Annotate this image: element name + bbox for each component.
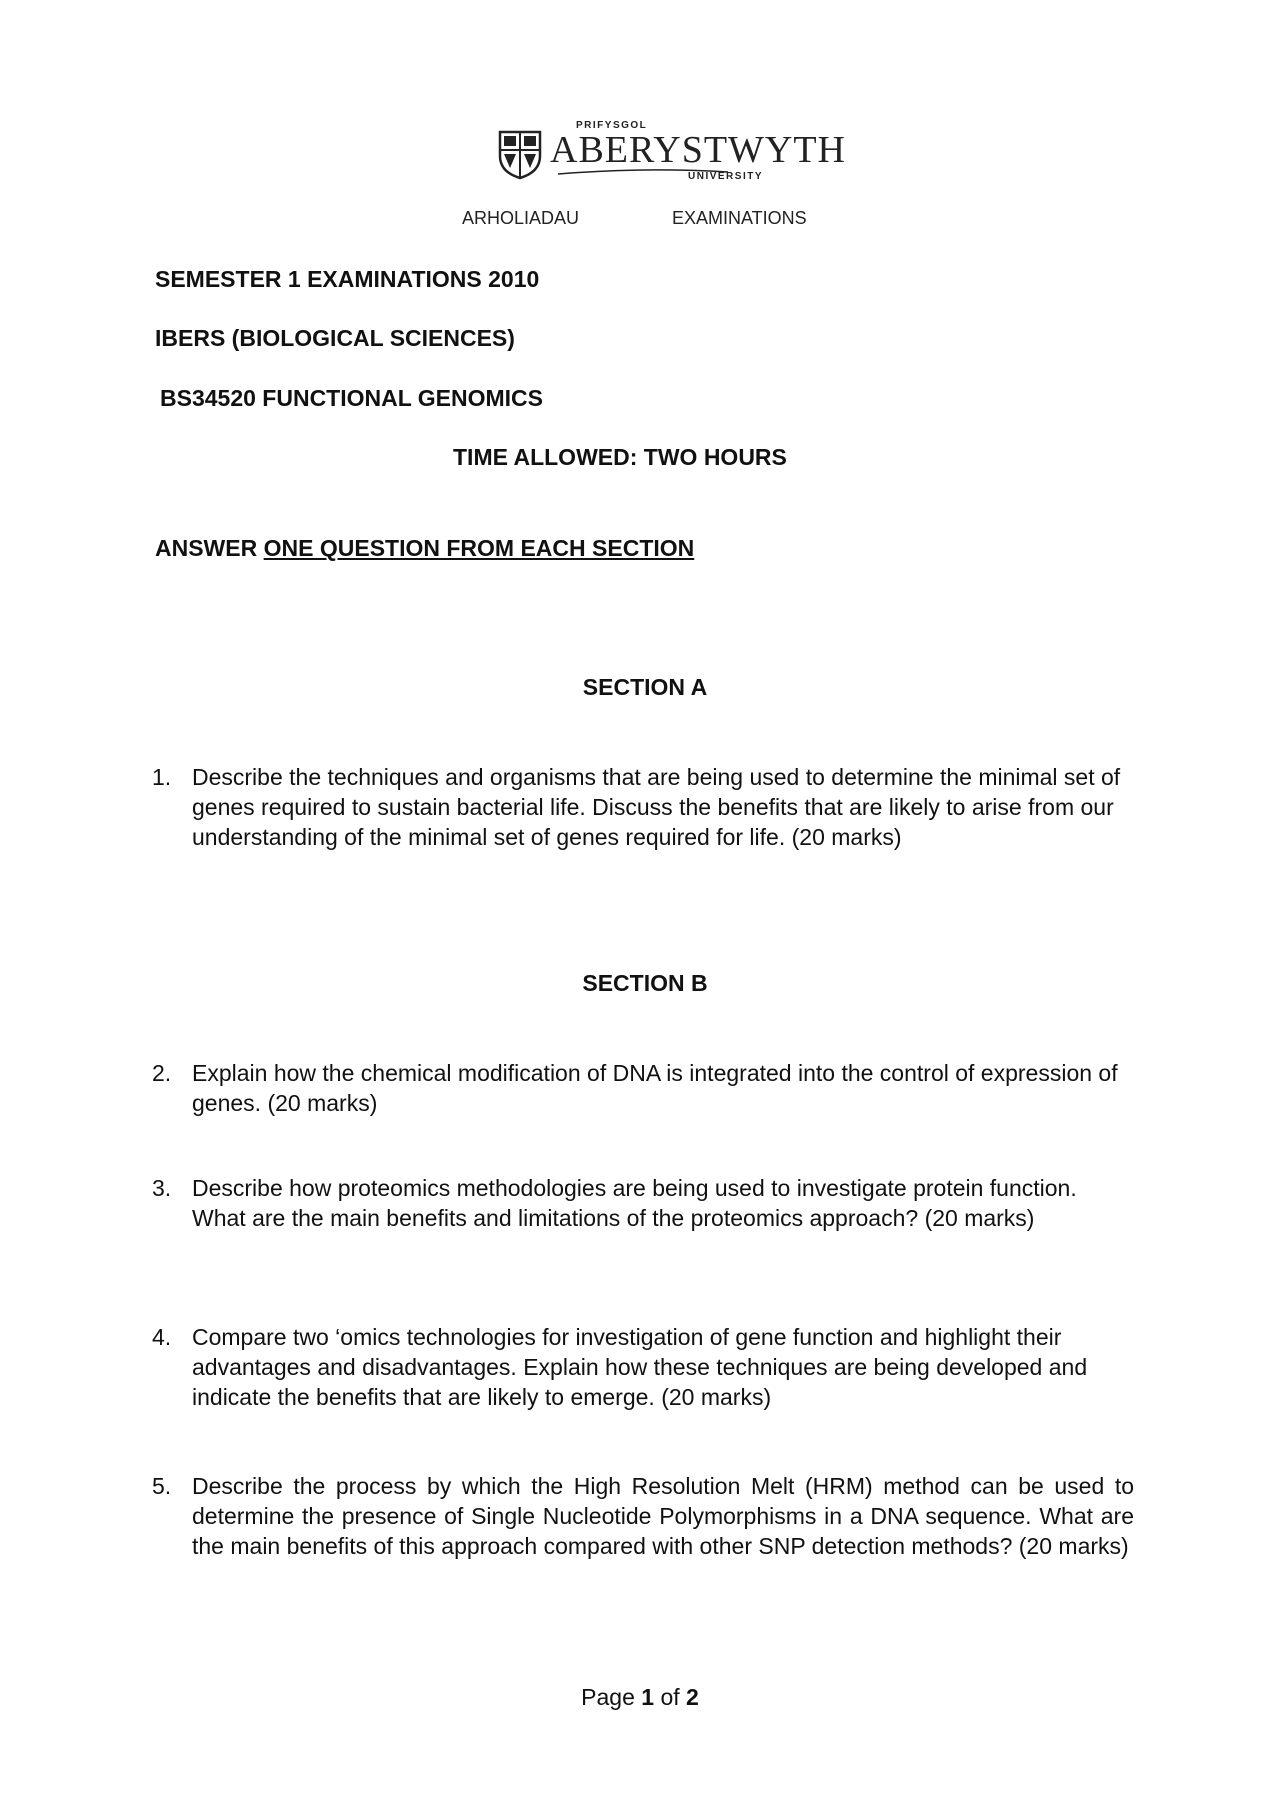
question-1: [152, 762, 1134, 852]
section-b-title: SECTION B: [582, 970, 708, 996]
question-number: 1.: [152, 764, 172, 790]
question-3: [152, 1173, 1134, 1233]
question-number: 3.: [152, 1175, 172, 1201]
exam-module: BS34520 FUNCTIONAL GENOMICS: [160, 385, 543, 411]
header-welsh-label: ARHOLIADAU: [462, 208, 580, 228]
university-logo: [498, 118, 846, 184]
footer-total-pages: 2: [686, 1684, 699, 1710]
page-footer: [0, 1684, 1280, 1711]
logo-prifysgol-text: PRIFYSGOL: [576, 120, 648, 131]
instruction-underlined: ONE QUESTION FROM EACH SECTION: [263, 535, 695, 561]
question-text: Describe how proteomics methodologies are being used to investigate protein function. What are the main benefits and limitations of the proteomics approach? (20 marks): [192, 1175, 1077, 1231]
exam-time-allowed: TIME ALLOWED: TWO HOURS: [453, 444, 787, 470]
question-5: [152, 1471, 1134, 1561]
footer-current-page: 1: [641, 1684, 655, 1710]
question-number: 2.: [152, 1060, 172, 1086]
question-number: 5.: [152, 1473, 172, 1499]
question-number: 4.: [152, 1324, 172, 1350]
exam-semester: SEMESTER 1 EXAMINATIONS 2010: [155, 266, 540, 292]
section-a-title: SECTION A: [582, 674, 708, 700]
question-text: Compare two ‘omics technologies for investigation of gene function and highlight their advantages and disadvantages. Explain how these techniques are being developed and indicate the benefits that are likely to emerge. (20 marks): [192, 1324, 1088, 1410]
question-text: Describe the techniques and organisms that are being used to determine the minimal set of genes required to sustain bacterial life. Discuss the benefits that are likely to arise from our understanding of the minimal set of genes required for life. (20 marks): [192, 764, 1121, 850]
question-text: Describe the process by which the High Resolution Melt (HRM) method can be used to determine the presence of Single Nucleotide Polymorphisms in a DNA sequence. What are the main benefits of this approach compared with other SNP detection methods? (20 marks): [192, 1473, 1134, 1559]
crest-icon: [498, 130, 542, 180]
question-2: [152, 1058, 1134, 1118]
question-4: [152, 1322, 1134, 1412]
exam-department: IBERS (BIOLOGICAL SCIENCES): [155, 325, 515, 351]
exam-instruction: [155, 535, 694, 562]
header-english-label: EXAMINATIONS: [672, 208, 807, 228]
logo-aberystwyth-text: ABERYSTWYTH: [550, 129, 846, 171]
instruction-prefix: ANSWER: [155, 535, 264, 561]
logo-university-text: UNIVERSITY: [688, 171, 764, 182]
footer-of-word: of: [654, 1684, 687, 1710]
question-text: Explain how the chemical modification of DNA is integrated into the control of expression of genes. (20 marks): [192, 1060, 1118, 1116]
footer-page-word: Page: [581, 1684, 642, 1710]
